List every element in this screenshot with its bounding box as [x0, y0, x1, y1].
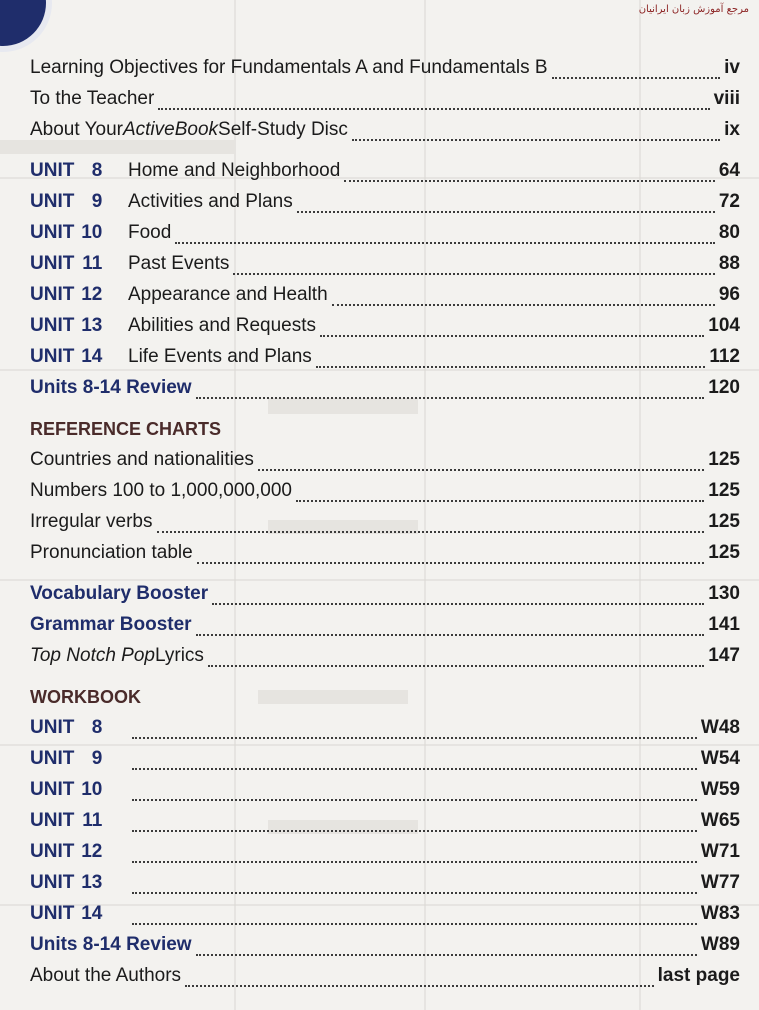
toc-entry-countries[interactable]	[30, 440, 740, 471]
dot-leader	[132, 846, 697, 863]
toc-entry-units-review[interactable]	[30, 368, 740, 399]
dot-leader	[132, 877, 697, 894]
page-number: last page	[657, 965, 740, 986]
dot-leader	[132, 722, 697, 739]
unit-title: Past Events	[128, 253, 230, 274]
dot-leader	[316, 351, 706, 368]
page-number: 141	[708, 614, 740, 635]
toc-entry-pop-lyrics[interactable]	[30, 636, 740, 667]
page-number: W48	[700, 717, 740, 738]
page-number: 88	[718, 253, 740, 274]
dot-leader	[332, 289, 715, 306]
label-suffix: Lyrics	[155, 645, 204, 666]
page-number: W77	[700, 872, 740, 893]
entry-label: Vocabulary Booster	[30, 583, 209, 604]
unit-number: UNIT 13	[30, 315, 103, 336]
toc-entry-workbook-review[interactable]	[30, 925, 740, 956]
entry-label: Grammar Booster	[30, 614, 192, 635]
page-number: W89	[700, 934, 740, 955]
page-number: 125	[708, 449, 740, 470]
entry-label	[30, 645, 204, 667]
toc-entry-numbers[interactable]	[30, 471, 740, 502]
page-number: 104	[708, 315, 740, 336]
page-number: W59	[700, 779, 740, 800]
entry-label: Units 8-14 Review	[30, 377, 192, 398]
dot-leader	[208, 650, 704, 667]
toc-entry-to-the-teacher[interactable]	[30, 79, 740, 110]
toc-entry-workbook-unit-13[interactable]	[30, 863, 740, 894]
unit-title: Home and Neighborhood	[128, 160, 341, 181]
unit-number: UNIT 8	[30, 717, 103, 738]
toc-entry-unit-9[interactable]	[30, 182, 740, 213]
unit-title: Food	[128, 222, 172, 243]
entry-label: Units 8-14 Review	[30, 934, 192, 955]
label-italic: ActiveBook	[122, 119, 219, 140]
page-number: 120	[708, 377, 740, 398]
dot-leader	[320, 320, 704, 337]
entry-label: Learning Objectives for Fundamentals A and Fundamentals B	[30, 57, 548, 78]
page-number: 130	[708, 583, 740, 604]
page-number: iv	[724, 57, 740, 78]
dot-leader	[196, 382, 705, 399]
dot-leader	[552, 62, 721, 79]
toc-entry-pronunciation[interactable]	[30, 533, 740, 564]
corner-logo	[0, 0, 46, 46]
dot-leader	[258, 454, 704, 471]
toc-entry-workbook-unit-8[interactable]	[30, 708, 740, 739]
toc-entry-workbook-unit-12[interactable]	[30, 832, 740, 863]
entry-label: To the Teacher	[30, 88, 155, 109]
page-number: 96	[718, 284, 740, 305]
unit-number: UNIT 8	[30, 160, 103, 181]
page-number: 112	[709, 346, 740, 367]
unit-number: UNIT 14	[30, 346, 103, 367]
unit-title: Life Events and Plans	[128, 346, 312, 367]
toc-entry-unit-13[interactable]	[30, 306, 740, 337]
dot-leader	[132, 784, 697, 801]
unit-number: UNIT 14	[30, 903, 103, 924]
toc-entry-unit-10[interactable]	[30, 213, 740, 244]
toc-entry-vocabulary-booster[interactable]	[30, 574, 740, 605]
toc-entry-grammar-booster[interactable]	[30, 605, 740, 636]
toc-entry-about-authors[interactable]	[30, 956, 740, 987]
toc-entry-learning-objectives[interactable]	[30, 48, 740, 79]
unit-title: Appearance and Health	[128, 284, 328, 305]
unit-number: UNIT 10	[30, 779, 103, 800]
section-heading-reference-charts: REFERENCE CHARTS	[30, 419, 222, 439]
unit-number: UNIT 9	[30, 191, 103, 212]
toc-entry-workbook-unit-9[interactable]	[30, 739, 740, 770]
entry-label	[30, 119, 348, 141]
entry-label: Numbers 100 to 1,000,000,000	[30, 480, 292, 501]
entry-label: Irregular verbs	[30, 511, 153, 532]
unit-number: UNIT 11	[30, 810, 103, 831]
dot-leader	[352, 124, 720, 141]
dot-leader	[344, 165, 715, 182]
page-number: 72	[718, 191, 740, 212]
entry-label: Countries and nationalities	[30, 449, 254, 470]
toc-entry-irregular-verbs[interactable]	[30, 502, 740, 533]
page-number: 80	[718, 222, 740, 243]
page-number: W65	[700, 810, 740, 831]
page-number: W71	[700, 841, 740, 862]
page-number: viii	[713, 88, 740, 109]
dot-leader	[296, 485, 704, 502]
page-number: 125	[708, 511, 740, 532]
page-number: ix	[724, 119, 740, 140]
page-number: W83	[700, 903, 740, 924]
dot-leader	[297, 196, 715, 213]
unit-number: UNIT 12	[30, 284, 103, 305]
page-number: 125	[708, 480, 740, 501]
dot-leader	[132, 908, 697, 925]
dot-leader	[196, 939, 697, 956]
toc-entry-unit-12[interactable]	[30, 275, 740, 306]
page-number: 147	[708, 645, 740, 666]
unit-number: UNIT 13	[30, 872, 103, 893]
page-number: W54	[700, 748, 740, 769]
unit-title: Activities and Plans	[128, 191, 293, 212]
entry-label: Pronunciation table	[30, 542, 193, 563]
entry-label: About the Authors	[30, 965, 182, 986]
label-prefix: About Your	[30, 119, 123, 140]
watermark-text: مرجع آموزش زبان ایرانیان	[638, 4, 749, 15]
dot-leader	[196, 619, 705, 636]
dot-leader	[132, 753, 697, 770]
page-number: 64	[718, 160, 740, 181]
toc-entry-unit-8[interactable]	[30, 151, 740, 182]
dot-leader	[185, 970, 654, 987]
page-number: 125	[708, 542, 740, 563]
dot-leader	[157, 516, 705, 533]
toc-entry-workbook-unit-11[interactable]	[30, 801, 740, 832]
dot-leader	[212, 588, 704, 605]
toc-entry-workbook-unit-14[interactable]	[30, 894, 740, 925]
toc-entry-activebook-disc[interactable]	[30, 110, 740, 141]
dot-leader	[233, 258, 714, 275]
table-of-contents	[30, 48, 740, 987]
dot-leader	[158, 93, 709, 110]
dot-leader	[197, 547, 705, 564]
unit-number: UNIT 9	[30, 748, 103, 769]
dot-leader	[132, 815, 697, 832]
toc-entry-unit-11[interactable]	[30, 244, 740, 275]
unit-number: UNIT 12	[30, 841, 103, 862]
unit-number: UNIT 11	[30, 253, 103, 274]
unit-number: UNIT 10	[30, 222, 103, 243]
toc-entry-unit-14[interactable]	[30, 337, 740, 368]
dot-leader	[175, 227, 715, 244]
section-heading-workbook: WORKBOOK	[30, 687, 141, 707]
toc-entry-workbook-unit-10[interactable]	[30, 770, 740, 801]
label-italic: Top Notch Pop	[30, 645, 155, 666]
unit-title: Abilities and Requests	[128, 315, 316, 336]
label-suffix: Self-Study Disc	[218, 119, 348, 140]
